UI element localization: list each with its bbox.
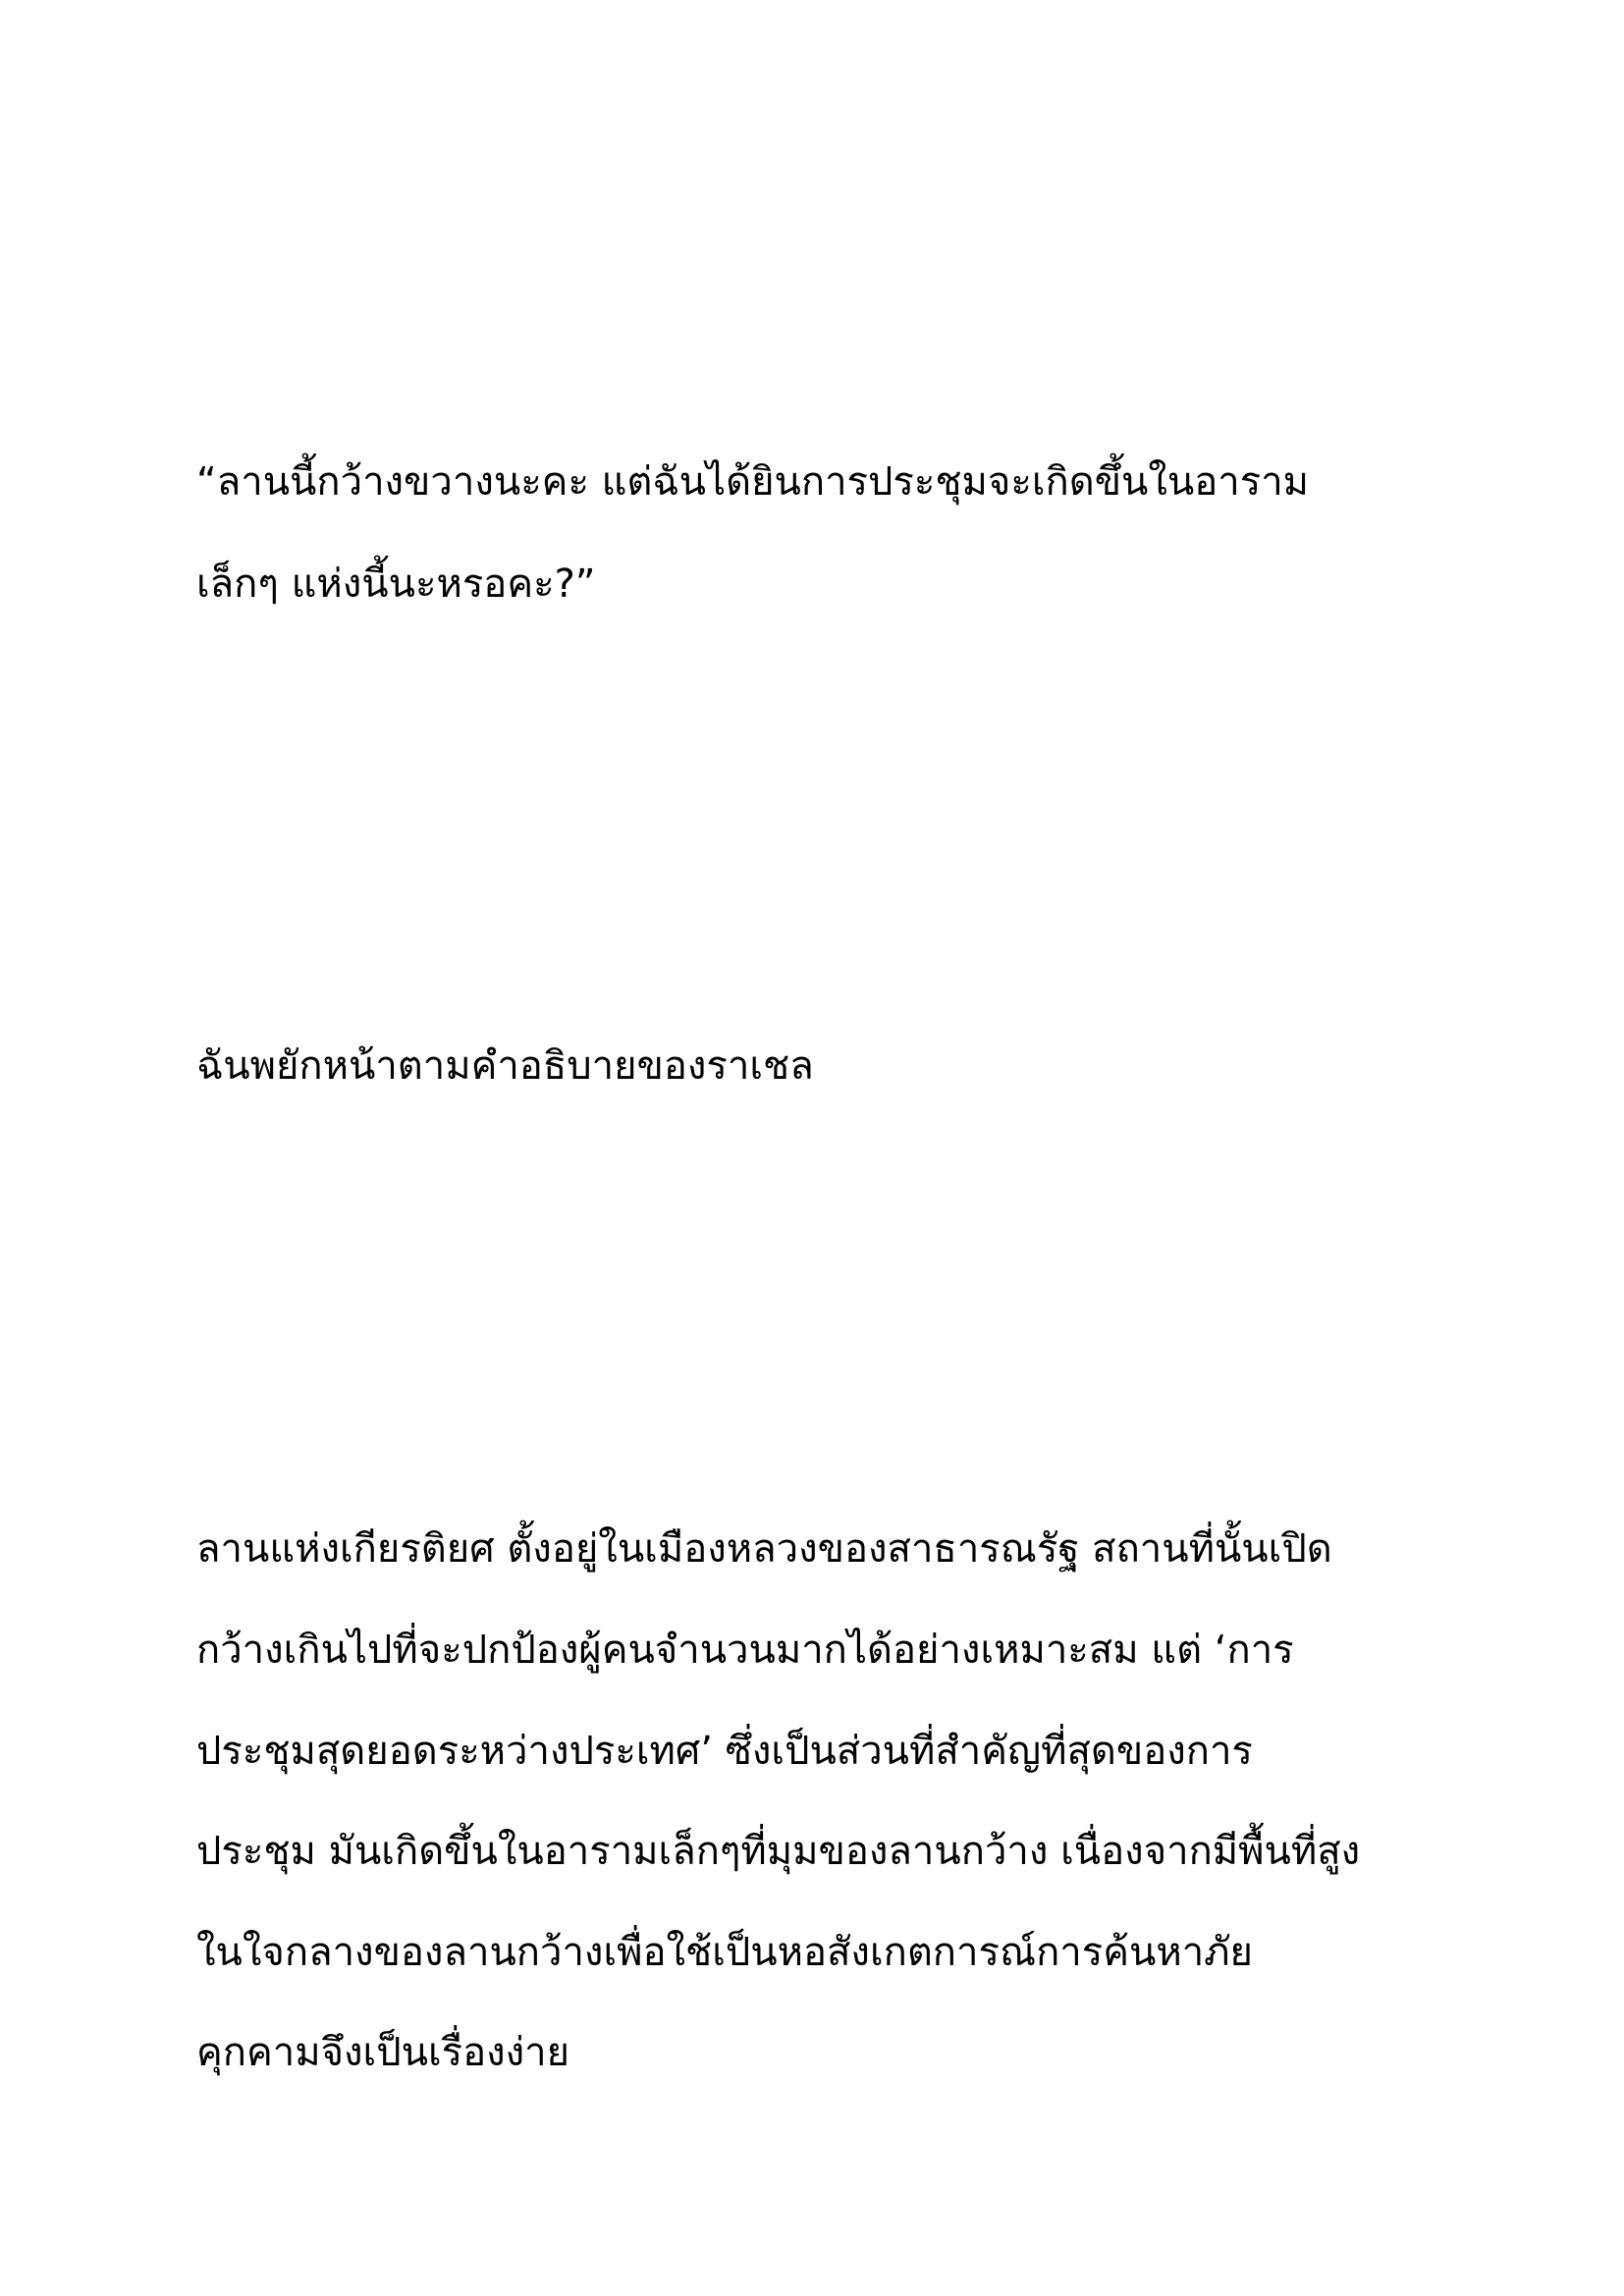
paragraph-line-1: ลานแห่งเกียรติยศ ตั้งอยู่ในเมืองหลวงของสาธารณรัฐ สถานที่นั้นเปิด: [196, 1526, 1332, 1572]
paragraph-line-6: คุกคามจึงเป็นเรื่องง่าย: [196, 2030, 570, 2075]
dialogue-line-2: เล็กๆ แห่งนี้นะหรอคะ?”: [196, 561, 596, 607]
paragraph-line-4: ประชุม มันเกิดขึ้นในอารามเล็กๆที่มุมของลานกว้าง เนื่องจากมีพื้นที่สูง: [196, 1829, 1361, 1874]
dialogue-line-1: “ลานนี้กว้างขวางนะคะ แต่ฉันได้ยินการประชุมจะเกิดขึ้นในอาราม: [196, 459, 1310, 505]
narration-line: ฉันพยักหน้าตามคำอธิบายของราเชล: [196, 1043, 814, 1089]
paragraph-line-2: กว้างเกินไปที่จะปกป้องผู้คนจำนวนมากได้อย่างเหมาะสม แต่ ‘การ: [196, 1628, 1294, 1673]
paragraph-line-3: ประชุมสุดยอดระหว่างประเทศ’ ซึ่งเป็นส่วนที่สำคัญที่สุดของการ: [196, 1729, 1253, 1774]
paragraph-line-5: ในใจกลางของลานกว้างเพื่อใช้เป็นหอสังเกตการณ์การค้นหาภัย: [196, 1930, 1253, 1975]
